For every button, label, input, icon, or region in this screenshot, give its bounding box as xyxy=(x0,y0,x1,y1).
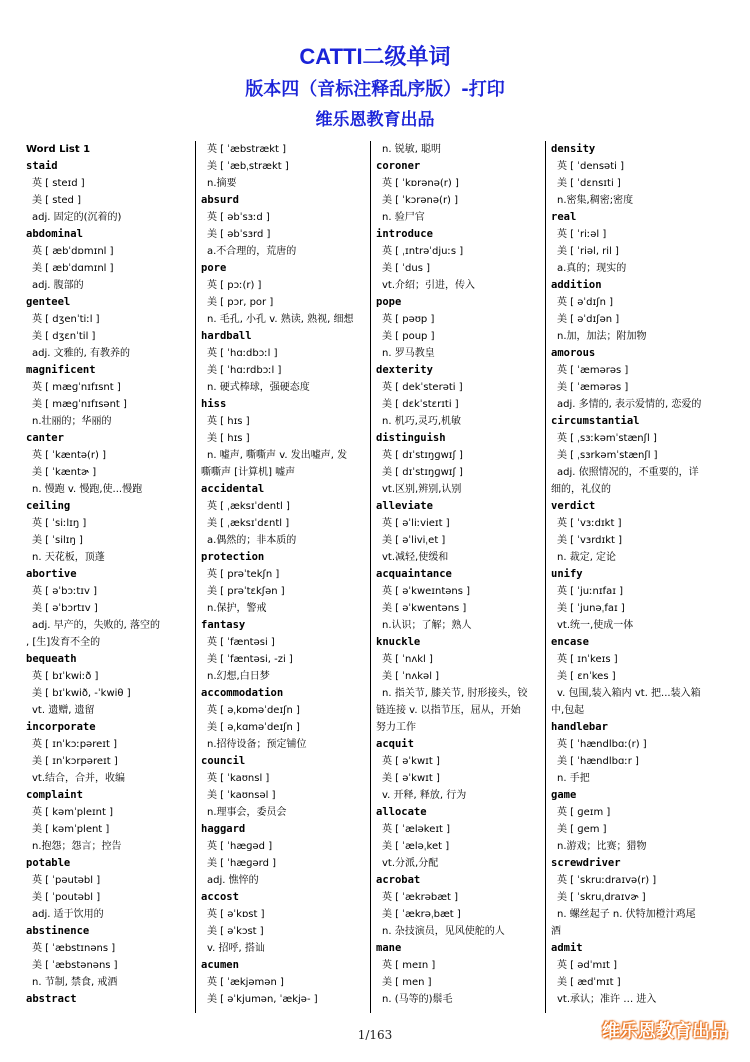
pronunciation: 英 [ əˌkɒməˈdeɪʃn ] xyxy=(207,705,300,716)
definition: n. 螺丝起子 n. 伏特加橙汁鸡尾 xyxy=(557,909,696,920)
definition: vt.区别,辨别,认别 xyxy=(382,484,462,495)
pronunciation: 英 [ əˈbɔːtɪv ] xyxy=(32,586,98,597)
entry-word: accommodation xyxy=(201,687,284,699)
pronunciation: 美 [ poup ] xyxy=(382,331,435,342)
watermark-logo: 维乐恩教育出品 xyxy=(602,1021,728,1042)
pronunciation: 英 [ dɪˈstɪŋɡwɪʃ ] xyxy=(382,450,463,461)
pronunciation: 英 [ ˌsɜːkəmˈstænʃl ] xyxy=(557,433,657,444)
pronunciation: 英 [ ˈnʌkl ] xyxy=(382,654,433,665)
entry-word: complaint xyxy=(26,789,83,801)
entry-word: council xyxy=(201,755,246,767)
pronunciation: 美 [ ɡem ] xyxy=(557,824,607,835)
entry-word: density xyxy=(551,143,596,155)
pronunciation: 美 [ æbˈdɑmɪnl ] xyxy=(32,263,114,274)
pronunciation: 英 [ ˈsiːlɪŋ ] xyxy=(32,518,87,529)
entry-word: canter xyxy=(26,432,64,444)
entry-word: distinguish xyxy=(376,432,446,444)
entry-word: hardball xyxy=(201,330,252,342)
definition: n.密集,稠密;密度 xyxy=(557,195,634,206)
entry-word: alleviate xyxy=(376,500,433,512)
entry-word: staid xyxy=(26,160,58,172)
entry-word: ceiling xyxy=(26,500,71,512)
pronunciation: 英 [ əˈkweɪntəns ] xyxy=(382,586,471,597)
definition: n.壮丽的；华丽的 xyxy=(32,416,112,427)
definition: adj. 多情的, 表示爱情的, 恋爱的 xyxy=(557,399,702,410)
pronunciation: 美 [ hɪs ] xyxy=(207,433,250,444)
pronunciation: 美 [ bɪˈkwið, -ˈkwiθ ] xyxy=(32,688,131,699)
column-4 xyxy=(551,141,723,1017)
definition: adj. 适于饮用的 xyxy=(32,909,104,920)
definition: vt.分派,分配 xyxy=(382,858,439,869)
pronunciation: 美 [ ˈæləˌket ] xyxy=(382,841,450,852)
word-list-columns xyxy=(0,141,750,1017)
pronunciation: 美 [ ˈhændlbɑːr ] xyxy=(557,756,639,767)
entry-word: mane xyxy=(376,942,402,954)
pronunciation: 英 [ ˈæbstɪnəns ] xyxy=(32,943,116,954)
document-subtitle: 版本四（音标注释乱序版）-打印 xyxy=(245,79,505,100)
definition: n. 天花板，顶蓬 xyxy=(32,552,105,563)
pronunciation: 英 [ ˈhɑːdbɔːl ] xyxy=(207,348,278,359)
pronunciation: 英 [ æbˈdɒmɪnl ] xyxy=(32,246,114,257)
pronunciation: 美 [ ˈækrəˌbæt ] xyxy=(382,909,461,920)
pronunciation: 美 [ prəˈtɛkʃən ] xyxy=(207,586,285,597)
definition: n.理事会，委员会 xyxy=(207,807,287,818)
pronunciation: 美 [ əˈliviˌet ] xyxy=(382,535,446,546)
pronunciation: 英 [ bɪˈkwiːð ] xyxy=(32,671,99,682)
definition: adj. 憔悴的 xyxy=(207,875,259,886)
entry-word: acumen xyxy=(201,959,239,971)
pronunciation: 美 [ əbˈsɜrd ] xyxy=(207,229,271,240)
pronunciation: 英 [ ˈhæɡəd ] xyxy=(207,841,273,852)
pronunciation: 美 [ ˈkæntɚ ] xyxy=(32,467,97,478)
definition: n. 罗马教皇 xyxy=(382,348,435,359)
entry-word: pope xyxy=(376,296,402,308)
pronunciation: 美 [ əˈkwɪt ] xyxy=(382,773,440,784)
definition: vt.结合，合并，收编 xyxy=(32,773,126,784)
definition: v. 包围,装入箱内 vt. 把...装入箱 xyxy=(557,688,701,699)
definition-continued: 细的，礼仪的 xyxy=(551,484,611,495)
definition: vt.介绍；引进，传入 xyxy=(382,280,476,291)
pronunciation: 英 [ steɪd ] xyxy=(32,178,85,189)
pronunciation: 英 [ ɡeɪm ] xyxy=(557,807,611,818)
word-list-title: Word List 1 xyxy=(26,144,91,155)
entry-word: genteel xyxy=(26,296,71,308)
pronunciation: 美 [ dɪˈstɪŋɡwɪʃ ] xyxy=(382,467,463,478)
pronunciation: 美 [ ˈkɔrənə(r) ] xyxy=(382,195,459,206)
definition: n.保护，警戒 xyxy=(207,603,267,614)
entry-word: hiss xyxy=(201,398,227,410)
definition: n. 手把 xyxy=(557,773,590,784)
pronunciation: 美 [ əˈbɔrtɪv ] xyxy=(32,603,98,614)
pronunciation: 美 [ ˈriəl, ril ] xyxy=(557,246,619,257)
definition: v. 开释, 释放, 行为 xyxy=(382,790,467,801)
pronunciation: 英 [ ədˈmɪt ] xyxy=(557,960,617,971)
definition: n. 慢跑 v. 慢跑,使...慢跑 xyxy=(32,484,143,495)
pronunciation: 美 [ əˈkjumən, ˈækjə- ] xyxy=(207,994,318,1005)
pronunciation: 美 [ ˈvɜrdɪkt ] xyxy=(557,535,623,546)
entry-word: bequeath xyxy=(26,653,77,665)
pronunciation: 美 [ əˌkɑməˈdeɪʃn ] xyxy=(207,722,300,733)
pronunciation: 美 [ ɛnˈkes ] xyxy=(557,671,616,682)
entry-word: allocate xyxy=(376,806,427,818)
entry-word: unify xyxy=(551,568,583,580)
definition-continued: 中,包起 xyxy=(551,705,585,716)
pronunciation: 英 [ ˈvɜːdɪkt ] xyxy=(557,518,622,529)
pronunciation: 英 [ ˈæmərəs ] xyxy=(557,365,629,376)
pronunciation: 美 [ ˈæmərəs ] xyxy=(557,382,629,393)
pronunciation: 美 [ sted ] xyxy=(32,195,81,206)
entry-word: real xyxy=(551,211,577,223)
pronunciation: 美 [ ˈæbˌstrækt ] xyxy=(207,161,289,172)
pronunciation: 美 [ ædˈmɪt ] xyxy=(557,977,621,988)
definition-continued: 链连接 v. 以指节压，屈从，开始 xyxy=(376,705,521,716)
pronunciation: 美 [ dɛkˈstɛrɪti ] xyxy=(382,399,459,410)
definition: adj. 文雅的, 有教养的 xyxy=(32,348,130,359)
pronunciation: 英 [ kəmˈpleɪnt ] xyxy=(32,807,114,818)
entry-word: abdominal xyxy=(26,228,83,240)
pronunciation: 美 [ ˈhæɡərd ] xyxy=(207,858,277,869)
pronunciation: 美 [ mæɡˈnɪfɪsənt ] xyxy=(32,399,127,410)
pronunciation: 英 [ dʒenˈtiːl ] xyxy=(32,314,100,325)
column-1 xyxy=(26,141,192,1017)
column-2 xyxy=(201,141,367,1017)
pronunciation: 英 [ ˈpəutəbl ] xyxy=(32,875,101,886)
pronunciation: 英 [ prəˈtekʃn ] xyxy=(207,569,280,580)
pronunciation: 英 [ ˈæbstrækt ] xyxy=(207,144,287,155)
definition: n. 硬式棒球，强硬态度 xyxy=(207,382,310,393)
pronunciation: 英 [ ˈækrəbæt ] xyxy=(382,892,459,903)
publisher-name: 维乐恩教育出品 xyxy=(315,110,435,130)
definition: a.不合理的，荒唐的 xyxy=(207,246,297,257)
pronunciation: 美 [ ˈdɛnsɪti ] xyxy=(557,178,621,189)
definition-continued: 努力工作 xyxy=(376,722,416,733)
pronunciation: 英 [ ˈkaʊnsl ] xyxy=(207,773,270,784)
pronunciation: 美 [ əˈdɪʃən ] xyxy=(557,314,620,325)
entry-word: fantasy xyxy=(201,619,246,631)
pronunciation: 英 [ pɔː(r) ] xyxy=(207,280,262,291)
definition: n.抱怨；怨言；控告 xyxy=(32,841,122,852)
entry-word: incorporate xyxy=(26,721,96,733)
pronunciation: 英 [ ˌɪntrəˈdjuːs ] xyxy=(382,246,464,257)
page-header xyxy=(0,40,750,134)
definition: adj. 固定的(沉着的) xyxy=(32,212,122,223)
definition: n. 裁定, 定论 xyxy=(557,552,617,563)
entry-word: acquit xyxy=(376,738,414,750)
entry-word: dexterity xyxy=(376,364,433,376)
entry-word: absurd xyxy=(201,194,239,206)
pronunciation: 英 [ əˈdɪʃn ] xyxy=(557,297,614,308)
definition: a.真的；现实的 xyxy=(557,263,627,274)
pronunciation: 美 [ ˈjunəˌfaɪ ] xyxy=(557,603,625,614)
pronunciation: 美 [ ˈkaʊnsəl ] xyxy=(207,790,276,801)
entry-word: encase xyxy=(551,636,589,648)
pronunciation: 美 [ dʒɛnˈtil ] xyxy=(32,331,96,342)
pronunciation: 英 [ ɪnˈkɔːpəreɪt ] xyxy=(32,739,117,750)
entry-word: accost xyxy=(201,891,239,903)
definition: n.幻想,白日梦 xyxy=(207,671,270,682)
entry-word: game xyxy=(551,789,577,801)
column-3 xyxy=(376,141,544,1017)
pronunciation: 美 [ ˌsɜrkəmˈstænʃl ] xyxy=(557,450,658,461)
pronunciation: 英 [ ˈkæntə(r) ] xyxy=(32,450,107,461)
entry-word: addition xyxy=(551,279,602,291)
definition: adj. 早产的，失败的, 落空的 xyxy=(32,620,160,631)
pronunciation: 英 [ ˈhændlbɑː(r) ] xyxy=(557,739,647,750)
definition: n. 机巧,灵巧,机敏 xyxy=(382,416,462,427)
entry-word: abortive xyxy=(26,568,77,580)
pronunciation: 英 [ ˈriːəl ] xyxy=(557,229,607,240)
definition: n.游戏；比赛；猎物 xyxy=(557,841,647,852)
definition: n. 毛孔, 小孔 v. 熟读, 熟视, 细想 xyxy=(207,314,354,325)
definition: v. 招呼, 搭讪 xyxy=(207,943,265,954)
pronunciation: 美 [ ˈhɑːrdbɔːl ] xyxy=(207,365,282,376)
entry-word: verdict xyxy=(551,500,596,512)
pronunciation: 英 [ ˈskruːdraɪvə(r) ] xyxy=(557,875,657,886)
entry-word: knuckle xyxy=(376,636,421,648)
pronunciation: 英 [ əbˈsɜːd ] xyxy=(207,212,270,223)
entry-word: pore xyxy=(201,262,227,274)
pronunciation: 英 [ meɪn ] xyxy=(382,960,436,971)
pronunciation: 美 [ ˈnʌkəl ] xyxy=(382,671,440,682)
entry-word: screwdriver xyxy=(551,857,621,869)
definition: n. 锐敏, 聪明 xyxy=(382,144,442,155)
definition: vt.承认；准许 … 进入 xyxy=(557,994,657,1005)
pronunciation: 美 [ ˌæksɪˈdɛntl ] xyxy=(207,518,290,529)
pronunciation: 英 [ dekˈsterəti ] xyxy=(382,382,463,393)
definition: n. 指关节, 膝关节, 肘形接头，铰 xyxy=(382,688,528,699)
pronunciation: 英 [ ˌæksɪˈdentl ] xyxy=(207,501,290,512)
entry-word: accidental xyxy=(201,483,265,495)
pronunciation: 美 [ əˈkɔst ] xyxy=(207,926,264,937)
entry-word: coroner xyxy=(376,160,421,172)
definition: n. (马等的)鬃毛 xyxy=(382,994,453,1005)
pronunciation: 美 [ əˈkwentəns ] xyxy=(382,603,467,614)
pronunciation: 美 [ ˈpoutəbl ] xyxy=(32,892,101,903)
pronunciation: 英 [ ˈdensəti ] xyxy=(557,161,624,172)
definition: vt. 遗赠, 遗留 xyxy=(32,705,95,716)
page-number: 1/163 xyxy=(357,1028,393,1042)
pronunciation: 美 [ pɔr, por ] xyxy=(207,297,274,308)
pronunciation: 英 [ ɪnˈkeɪs ] xyxy=(557,654,618,665)
pronunciation: 英 [ ˈæləkeɪt ] xyxy=(382,824,451,835)
pronunciation: 美 [ ˈdus ] xyxy=(382,263,430,274)
pronunciation: 美 [ ɪnˈkɔrpəreɪt ] xyxy=(32,756,118,767)
entry-word: acquaintance xyxy=(376,568,452,580)
entry-word: abstinence xyxy=(26,925,90,937)
entry-word: introduce xyxy=(376,228,433,240)
entry-word: magnificent xyxy=(26,364,96,376)
pronunciation: 英 [ ˈkɒrənə(r) ] xyxy=(382,178,459,189)
entry-word: amorous xyxy=(551,347,596,359)
pronunciation: 美 [ kəmˈplent ] xyxy=(32,824,110,835)
entry-word: potable xyxy=(26,857,71,869)
entry-word: abstract xyxy=(26,993,77,1005)
pronunciation: 英 [ ˈjuːnɪfaɪ ] xyxy=(557,586,623,597)
pronunciation: 英 [ əˈkwɪt ] xyxy=(382,756,440,767)
definition: n.招待设备；预定铺位 xyxy=(207,739,307,750)
entry-word: circumstantial xyxy=(551,415,640,427)
definition: a.偶然的；非本质的 xyxy=(207,535,297,546)
definition: vt.减轻,使缓和 xyxy=(382,552,449,563)
pronunciation: 英 [ mæɡˈnɪfɪsnt ] xyxy=(32,382,121,393)
definition: adj. 腹部的 xyxy=(32,280,84,291)
pronunciation: 美 [ ˈsilɪŋ ] xyxy=(32,535,83,546)
pronunciation: 英 [ hɪs ] xyxy=(207,416,250,427)
pronunciation: 英 [ əˈliːvieɪt ] xyxy=(382,518,450,529)
pronunciation: 美 [ men ] xyxy=(382,977,432,988)
document-title: CATTI二级单词 xyxy=(299,44,451,69)
pronunciation: 英 [ ˈfæntəsi ] xyxy=(207,637,275,648)
definition: n.摘要 xyxy=(207,178,237,189)
definition-continued: 酒 xyxy=(551,926,561,937)
definition-continued: , [生]发育不全的 xyxy=(26,637,101,648)
definition: n. 验尸官 xyxy=(382,212,425,223)
definition: n.加，加法；附加物 xyxy=(557,331,647,342)
pronunciation: 英 [ ˈækjəmən ] xyxy=(207,977,284,988)
entry-word: acrobat xyxy=(376,874,421,886)
entry-word: protection xyxy=(201,551,265,563)
definition: adj. 依照情况的，不重要的，详 xyxy=(557,467,699,478)
pronunciation: 美 [ ˈæbstənəns ] xyxy=(32,960,118,971)
definition-continued: 嘶嘶声 [计算机] 嘘声 xyxy=(201,467,296,478)
entry-word: admit xyxy=(551,942,583,954)
definition: n. 杂技演员，见风使舵的人 xyxy=(382,926,505,937)
definition: vt.统一,使成一体 xyxy=(557,620,634,631)
definition: n. 节制, 禁食, 戒酒 xyxy=(32,977,118,988)
pronunciation: 英 [ pəʊp ] xyxy=(382,314,435,325)
entry-word: haggard xyxy=(201,823,246,835)
pronunciation: 英 [ əˈkɒst ] xyxy=(207,909,265,920)
entry-word: handlebar xyxy=(551,721,608,733)
definition: n. 嘘声, 嘶嘶声 v. 发出嘘声, 发 xyxy=(207,450,348,461)
pronunciation: 美 [ ˈskruˌdraɪvɚ ] xyxy=(557,892,646,903)
definition: n.认识；了解；熟人 xyxy=(382,620,472,631)
pronunciation: 美 [ ˈfæntəsi, -zi ] xyxy=(207,654,293,665)
